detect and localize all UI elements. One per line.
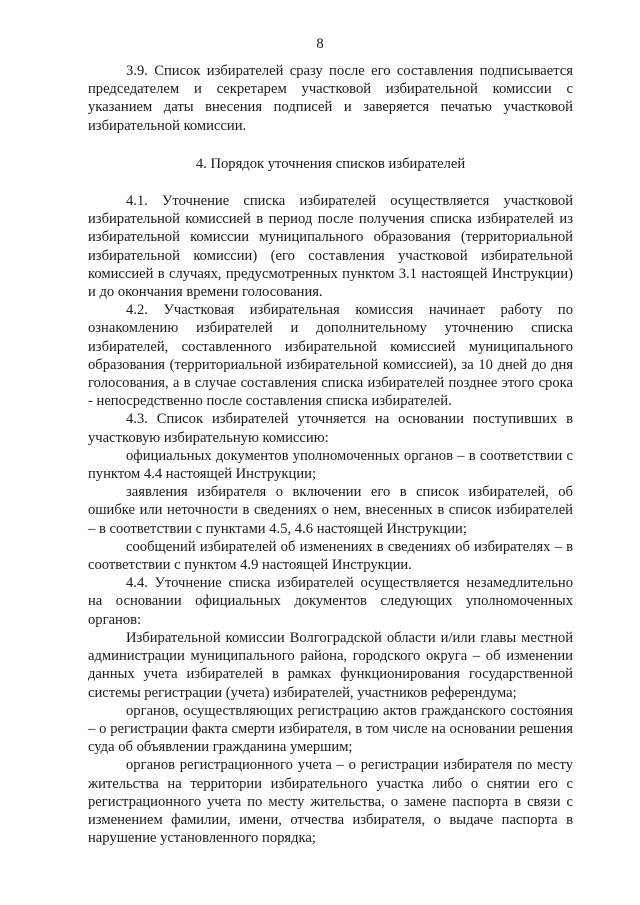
- document-body: [88, 62, 573, 847]
- list-item-4-3-official-documents: официальных документов уполномоченных органов – в соответствии с пунктом 4.4 настоящей Инструкции;: [88, 447, 573, 483]
- section-4-title: 4. Порядок уточнения списков избирателей: [195, 155, 466, 172]
- page-number: 8: [316, 36, 324, 52]
- list-item-4-3-voter-application: заявления избирателя о включении его в список избирателей, об ошибке или неточности в сведениях о нем, внесенных в список избирателей – в соответствии с пунктами 4.5, 4.6 настоящей Инструкции;: [88, 484, 573, 537]
- list-item-4-3-voter-messages: сообщений избирателей об изменениях в сведениях об избирателях – в соответствии с пунктом 4.9 настоящей Инструкции.: [88, 538, 573, 574]
- paragraph-4-3: 4.3. Список избирателей уточняется на основании поступивших в участковую избирательную комиссию:: [88, 411, 573, 446]
- paragraph-3-9: 3.9. Список избирателей сразу после его составления подписывается председателем и секретарем участковой избирательной комиссии с указанием даты внесения подписей и заверяется печатью участковой избирательной комиссии.: [88, 63, 573, 134]
- paragraph-4-4: 4.4. Уточнение списка избирателей осуществляется незамедлительно на основании официальных документов следующих уполномоченных органов:: [88, 575, 573, 628]
- paragraph-4-1: 4.1. Уточнение списка избирателей осуществляется участковой избирательной комиссией в период после получения списка избирателей из избирательной комиссии муниципального образования (территориальной избирательной комиссии) (его составления участковой избирательной комиссией в случаях, предусмотренных пунктом 3.1 настоящей Инструкции) и до окончания времени голосования.: [88, 193, 573, 301]
- list-item-4-4-registration-authorities: органов регистрационного учета – о регистрации избирателя по месту жительства на территории избирательного участка либо о снятии его с регистрационного учета по месту жительства, о замене паспорта в связи с изменением фамилии, имени, отчества избирателя, о выдаче паспорта в нарушение установленного порядка;: [88, 757, 573, 847]
- list-item-4-4-civil-registry: органов, осуществляющих регистрацию актов гражданского состояния – о регистрации факта смерти избирателя, в том числе на основании решения суда об объявлении гражданина умершим;: [88, 702, 573, 756]
- paragraph-4-2: 4.2. Участковая избирательная комиссия начинает работу по ознакомлению избирателей и дополнительному уточнению списка избирателей, составленного избирательной комиссией муниципального образования (территориальной избирательной комиссией), за 10 дней до дня голосования, а в случае составления списка избирателей позднее этого срока - непосредственно после составления списка избирателей.: [88, 302, 573, 410]
- list-item-4-4-election-commission: Избирательной комиссии Волгоградской области и/или главы местной администрации муниципального района, городского округа – об изменении данных учета избирателей в рамках функционирования государственной системы регистрации (учета) избирателей, участников референдума;: [88, 629, 573, 701]
